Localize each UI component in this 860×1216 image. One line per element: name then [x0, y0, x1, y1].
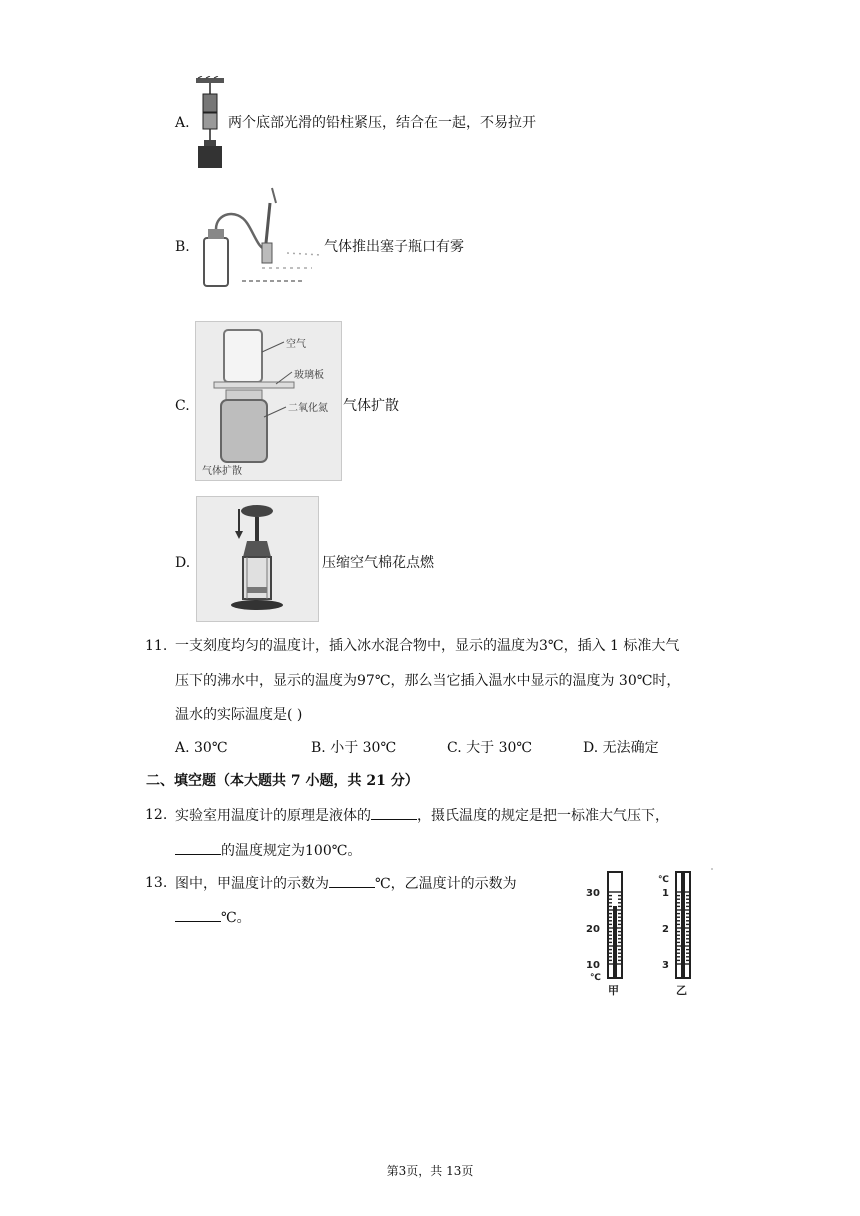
thermometers-figure	[578, 866, 718, 998]
lead-cylinders-figure	[192, 76, 228, 171]
option-c-text: 气体扩散	[343, 398, 399, 414]
q13-blank-2[interactable]	[175, 907, 221, 922]
option-d-label: D.	[175, 555, 191, 571]
yi-tick-label-2: 2	[662, 924, 669, 935]
q12-text-b: ，摄氏温度的规定是把一标准大气压下，	[417, 808, 669, 824]
question-12-number: 12.	[145, 807, 168, 823]
q12-blank-2[interactable]	[175, 840, 221, 855]
question-12-line-1	[175, 805, 669, 826]
question-11-line-2: 压下的沸水中，显示的温度为97℃，那么当它插入温水中显示的温度为 30℃时，	[175, 673, 681, 689]
q12-blank-1[interactable]	[371, 805, 417, 820]
q13-blank-1[interactable]	[329, 873, 375, 888]
jia-label: 甲	[608, 984, 619, 997]
jia-tick-label-20: 20	[586, 924, 600, 935]
air-compression-figure	[196, 496, 319, 622]
choice-c: C. 大于 30℃	[447, 740, 533, 756]
question-11-line-1: 一支刻度均匀的温度计，插入冰水混合物中，显示的温度为3℃，插入 1 标准大气	[175, 638, 680, 654]
question-12-line-2	[175, 840, 361, 861]
thermometer-yi	[658, 872, 690, 997]
choice-d: D. 无法确定	[583, 740, 659, 756]
section-2-title: 二、填空题（本大题共 7 小题，共 21 分）	[146, 773, 419, 789]
q12-text-c: 的温度规定为100℃。	[221, 843, 362, 859]
question-13-line-1	[175, 873, 517, 894]
fig-c-caption: 气体扩散	[202, 466, 242, 477]
question-11-line-3: 温水的实际温度是( )	[175, 707, 303, 723]
q13-text-b: ℃，乙温度计的示数为	[375, 876, 517, 892]
page-footer: 第3页，共 13页	[386, 1164, 474, 1178]
question-13-number: 13.	[145, 875, 168, 891]
choice-b: B. 小于 30℃	[311, 740, 397, 756]
option-b-label: B.	[175, 239, 190, 255]
question-13-line-2	[175, 907, 251, 928]
fig-c-air-label: 空气	[286, 339, 306, 350]
option-b-text: 气体推出塞子瓶口有雾	[324, 239, 464, 255]
bottle-pump-figure	[192, 183, 326, 303]
q13-text-a: 图中，甲温度计的示数为	[175, 876, 329, 892]
gas-diffusion-figure	[195, 321, 342, 481]
yi-unit: ℃	[658, 875, 669, 885]
q13-text-c: ℃。	[221, 910, 251, 926]
q12-text-a: 实验室用温度计的原理是液体的	[175, 808, 371, 824]
yi-label: 乙	[676, 984, 687, 997]
fig-c-glass-label: 玻璃板	[294, 370, 324, 381]
yi-tick-label-1: 1	[662, 888, 669, 899]
yi-tick-label-3: 3	[662, 960, 669, 971]
choice-a: A. 30℃	[175, 740, 228, 756]
option-a-text: 两个底部光滑的铅柱紧压，结合在一起，不易拉开	[228, 115, 536, 131]
option-a-label: A.	[175, 115, 190, 131]
thermometer-jia	[586, 872, 622, 997]
question-11-number: 11.	[145, 638, 168, 654]
jia-unit: ℃	[590, 973, 601, 983]
jia-tick-label-30: 30	[586, 888, 600, 899]
fig-c-no2-label: 二氧化氮	[288, 403, 328, 414]
option-d-text: 压缩空气棉花点燃	[322, 555, 434, 571]
option-c-label: C.	[175, 398, 190, 414]
jia-tick-label-10: 10	[586, 960, 600, 971]
